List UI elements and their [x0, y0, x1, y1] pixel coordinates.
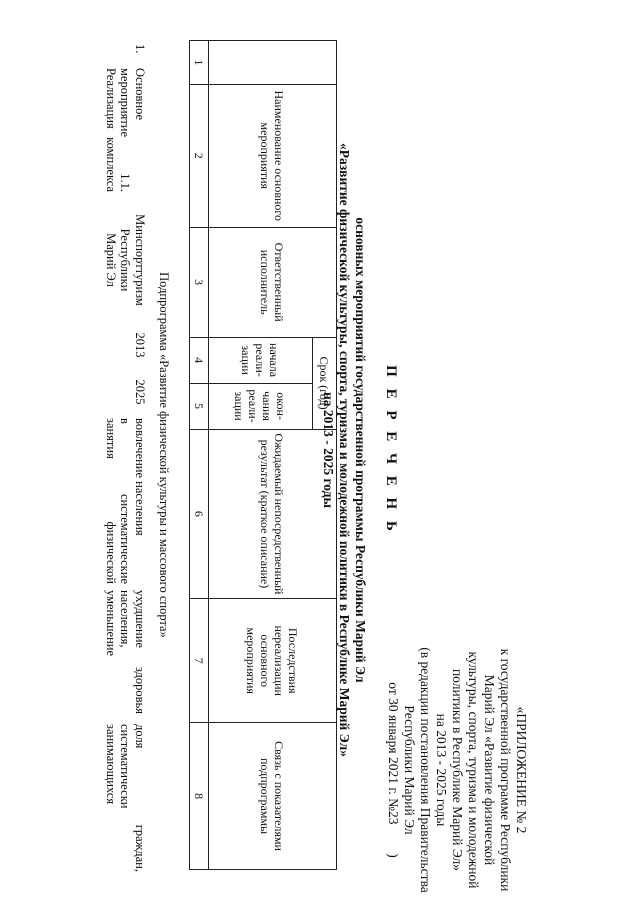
- row-name-line: [118, 68, 133, 192]
- title-line-2: «Развитие физической культуры, спорта, туризма и молодежной политики в Республике Марий Эл»: [337, 143, 352, 757]
- column-number: 8: [190, 723, 209, 870]
- table-header-row: [313, 41, 337, 870]
- row-name-word: комплекса: [104, 137, 118, 192]
- title-line-1: основных мероприятий государственной программы Республики Марий Эл: [353, 217, 368, 683]
- date-close: ): [386, 853, 401, 858]
- column-number: 5: [190, 383, 209, 429]
- date-number: 23: [386, 810, 401, 825]
- row-link-line: [133, 724, 148, 872]
- row-executor-line: Республики: [118, 228, 133, 292]
- row-end-year: [133, 372, 148, 412]
- row-result-line: вовлечение населения: [133, 418, 147, 536]
- column-number: 1: [190, 41, 209, 85]
- row-result: [104, 418, 148, 586]
- row-link-word: граждан,: [133, 824, 147, 872]
- activities-table: [189, 40, 337, 870]
- column-number: 4: [190, 337, 209, 383]
- row-name-line: [104, 68, 119, 192]
- appendix-header: [385, 640, 529, 900]
- row-executor-line: Марий Эл: [104, 233, 118, 287]
- row-link-line: систематически: [118, 724, 133, 809]
- row-result-word: физической: [104, 521, 118, 584]
- row-start-text: 2013: [133, 332, 147, 358]
- column-number-row: [190, 41, 209, 870]
- header-start: начала реали-зации: [209, 337, 313, 383]
- row-start-year: [133, 325, 148, 365]
- row-executor: [104, 210, 148, 310]
- row-link-line: занимающихся: [104, 724, 118, 805]
- header-end: окон-чания реали-зации: [209, 383, 313, 429]
- header-result: Ожидаемый непосредственный результат (краткое описание): [209, 429, 337, 599]
- header-number: [209, 41, 337, 85]
- row-name-word: мероприятие: [118, 68, 133, 138]
- row-name-word: 1.1.: [118, 173, 133, 192]
- row-consequences-line: населения,: [118, 590, 133, 648]
- title-main: П Е Р Е Ч Е Н Ь: [383, 365, 399, 535]
- row-name-line: Основное: [133, 68, 147, 121]
- subprogram-title: Подпрограмма «Развитие физической культуры и массового спорта»: [157, 272, 171, 638]
- appendix-line: к государственной программе Республики: [498, 648, 513, 892]
- row-result-word: систематические: [118, 493, 133, 584]
- column-number: 6: [190, 429, 209, 599]
- row-result-line: [104, 418, 119, 584]
- header-consequences: Последствия нереализации основного мероприятия: [209, 599, 337, 723]
- row-end-text: 2025: [133, 379, 147, 405]
- row-consequences-line: уменьшение: [104, 590, 118, 657]
- row-executor-line: Минспорттуризм: [133, 214, 147, 306]
- row-consequences-word: ухудшение: [133, 590, 147, 648]
- row-consequences-word: здоровья: [133, 666, 147, 714]
- row-consequences: [104, 590, 148, 718]
- row-indicator-link: [104, 724, 148, 874]
- row-result-word: в: [118, 418, 133, 424]
- appendix-line: культуры, спорта, туризма и молодежной: [466, 651, 481, 889]
- appendix-line: Марий Эл «Развитие физической: [482, 674, 497, 866]
- header-term-group: Срок (год): [313, 337, 337, 429]
- column-number: 3: [190, 227, 209, 337]
- row-result-word: занятия: [104, 418, 118, 459]
- appendix-line: политики в Республике Марий Эл»: [450, 668, 465, 872]
- header-name: Наименование основного мероприятия: [209, 84, 337, 227]
- row-consequences-line: [133, 590, 148, 714]
- date-day: 30: [386, 698, 401, 712]
- row-link-word: доля: [133, 724, 147, 749]
- appendix-line: (в редакции постановления Правительства: [418, 647, 433, 893]
- row-name: [104, 68, 148, 198]
- header-executor: Ответственный исполнитель: [209, 227, 337, 337]
- column-number: 2: [190, 84, 209, 227]
- row-result-line: [118, 418, 133, 584]
- row-number: [133, 44, 148, 68]
- title-line-3: на 2013 - 2025 годы: [321, 391, 336, 509]
- appendix-line: на 2013 - 2025 годы: [434, 713, 449, 827]
- date-month-year: января 2021 г. №: [386, 715, 401, 811]
- date-prefix: от: [386, 682, 401, 695]
- header-link: Связь с показателями подпрограммы: [209, 723, 337, 870]
- appendix-line: Республики Марий Эл: [402, 705, 417, 835]
- column-number: 7: [190, 599, 209, 723]
- appendix-line: «ПРИЛОЖЕНИЕ № 2: [514, 706, 529, 834]
- row-name-word: Реализация: [104, 68, 118, 129]
- row-number-text: 1.: [133, 44, 147, 54]
